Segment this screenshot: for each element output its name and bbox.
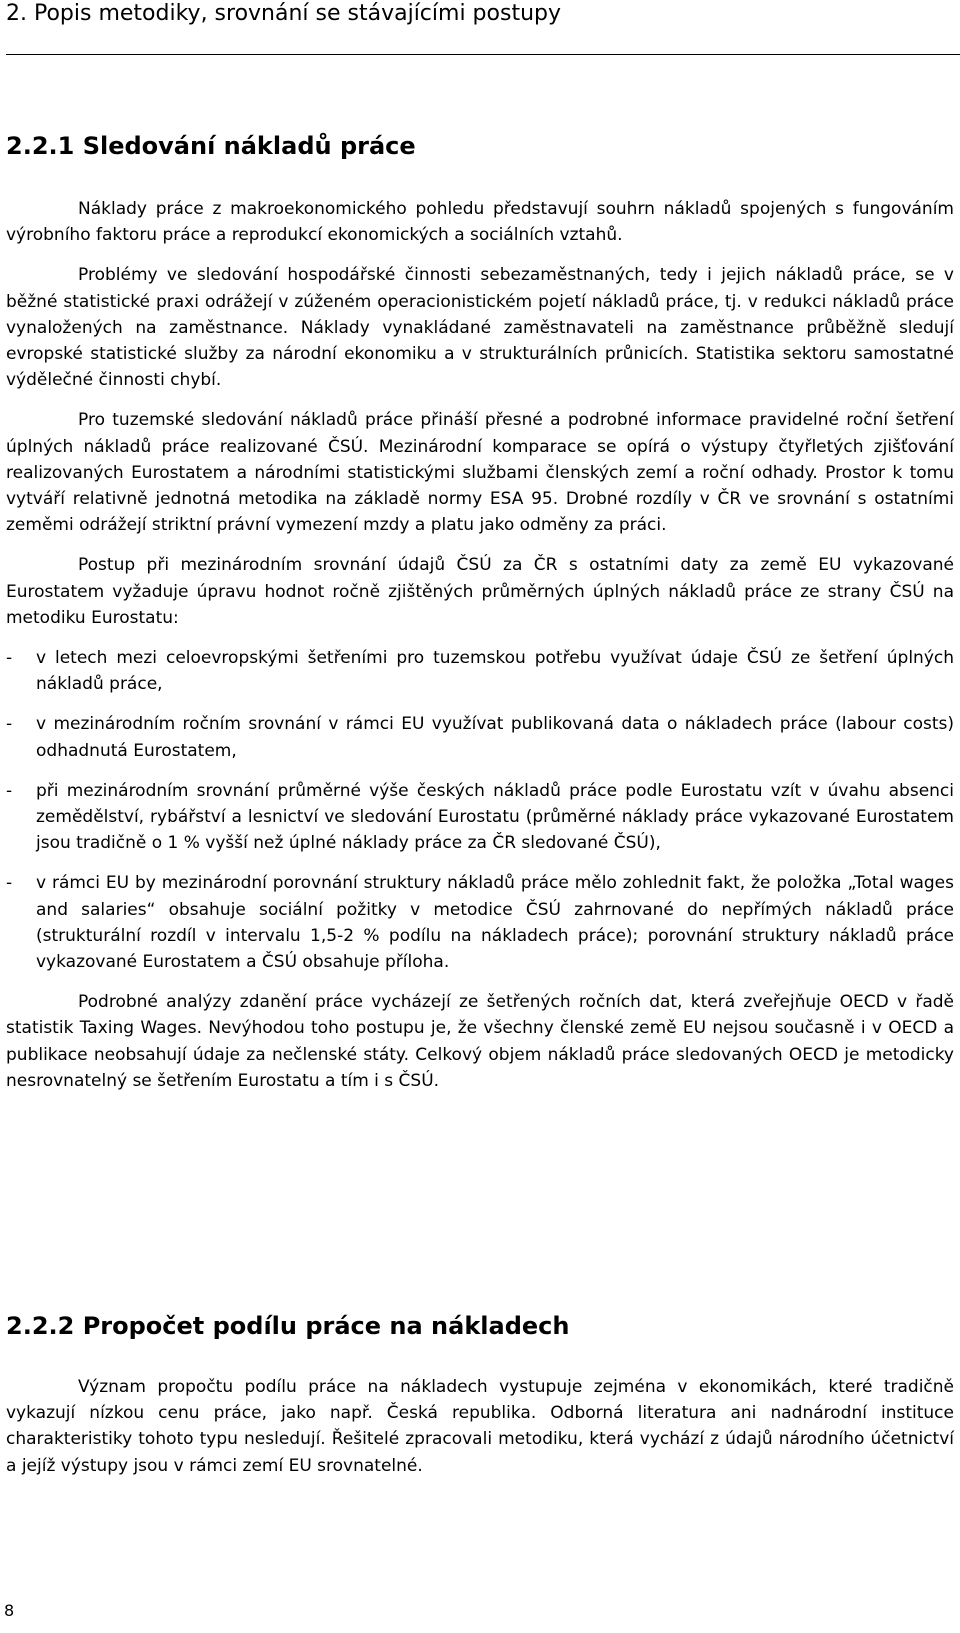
list-item-text: při mezinárodním srovnání průměrné výše českých nákladů práce podle Eurostatu vzít v úvahu absenci zemědělství, rybářství a lesnictví ve sledování Eurostatu (průměrné náklady práce vykazované Eurostatem jsou tradičně o 1 % vyšší než úplné náklady práce za ČR sledované ČSÚ), [36, 780, 954, 854]
list-dash: - [6, 873, 13, 894]
list-dash: - [6, 780, 13, 801]
list-item [6, 778, 954, 857]
list-item [6, 645, 954, 697]
list-item [6, 870, 954, 975]
paragraph: Postup při mezinárodním srovnání údajů ČSÚ za ČR s ostatními daty za země EU vykazované Eurostatem vyžaduje úpravu hodnot ročně zjištěných průměrných úplných nákladů práce ze strany ČSÚ na metodiku Eurostatu: [6, 555, 954, 628]
paragraph: Význam propočtu podílu práce na nákladech vystupuje zejména v ekonomikách, které tradičně vykazují nízkou cenu práce, jako např. Česká republika. Odborná literatura ani nadnárodní instituce charakteristiky tohoto typu nesledují. Řešitelé zpracovali metodiku, která vychází z údajů národního účetnictví a jejíž výstupy jsou v rámci zemí EU srovnatelné. [6, 1377, 954, 1476]
list-dash: - [6, 648, 13, 669]
section-body-2-2-2 [6, 1374, 954, 1493]
running-header: 2. Popis metodiky, srovnání se stávajícími postupy [6, 1, 561, 26]
paragraph: Náklady práce z makroekonomického pohledu představují souhrn nákladů spojených s fungováním výrobního faktoru práce a reprodukcí ekonomických a sociálních vztahů. [6, 199, 954, 246]
section-heading-2-2-2: 2.2.2 Propočet podílu práce na nákladech [6, 1312, 570, 1340]
dash-list [6, 645, 954, 975]
page-number: 8 [4, 1601, 15, 1620]
paragraph: Pro tuzemské sledování nákladů práce přináší přesné a podrobné informace pravidelné roční šetření úplných nákladů práce realizované ČSÚ. Mezinárodní komparace se opírá o výstupy čtyřletých zjišťování realizovaných Eurostatem a národními statistickými službami členských zemí a roční odhady. Prostor k tomu vytváří relativně jednotná metodika na základě normy ESA 95. Drobné rozdíly v ČR ve srovnání s ostatními zeměmi odrážejí striktní právní vymezení mzdy a platu jako odměny za práci. [6, 410, 954, 536]
list-dash: - [6, 714, 13, 735]
section-body-2-2-1 [6, 196, 954, 1108]
paragraph: Problémy ve sledování hospodářské činnosti sebezaměstnaných, tedy i jejich nákladů práce, se v běžné statistické praxi odrážejí v zúženém operacionistickém pojetí nákladů práce, tj. v redukci nákladů práce vynaložených na zaměstnance. Náklady vynakládané zaměstnavateli na zaměstnance průběžně sledují evropské statistické služby za národní ekonomiku a v strukturálních průnicích. Statistika sektoru samostatné výdělečné činnosti chybí. [6, 265, 954, 391]
list-item-text: v letech mezi celoevropskými šetřeními pro tuzemskou potřebu využívat údaje ČSÚ ze šetření úplných nákladů práce, [36, 648, 954, 695]
list-item [6, 711, 954, 763]
list-item-text: v mezinárodním ročním srovnání v rámci EU využívat publikovaná data o nákladech práce (labour costs) odhadnutá Eurostatem, [36, 714, 954, 761]
list-item-text: v rámci EU by mezinárodní porovnání struktury nákladů práce mělo zohlednit fakt, že položka „Total wages and salaries“ obsahuje sociální požitky v metodice ČSÚ zahrnované do nepřímých nákladů práce (strukturální rozdíl v intervalu 1,5-2 % podílu na nákladech práce); porovnání struktury nákladů práce vykazované Eurostatem a ČSÚ obsahuje příloha. [36, 873, 954, 973]
header-rule [6, 54, 960, 55]
section-heading-2-2-1: 2.2.1 Sledování nákladů práce [6, 132, 416, 160]
paragraph: Podrobné analýzy zdanění práce vycházejí ze šetřených ročních dat, která zveřejňuje OECD v řadě statistik Taxing Wages. Nevýhodou toho postupu je, že všechny členské země EU nejsou současně i v OECD a publikace neobsahují údaje za nečlenské státy. Celkový objem nákladů práce sledovaných OECD je metodicky nesrovnatelný se šetřením Eurostatu a tím i s ČSÚ. [6, 992, 954, 1091]
